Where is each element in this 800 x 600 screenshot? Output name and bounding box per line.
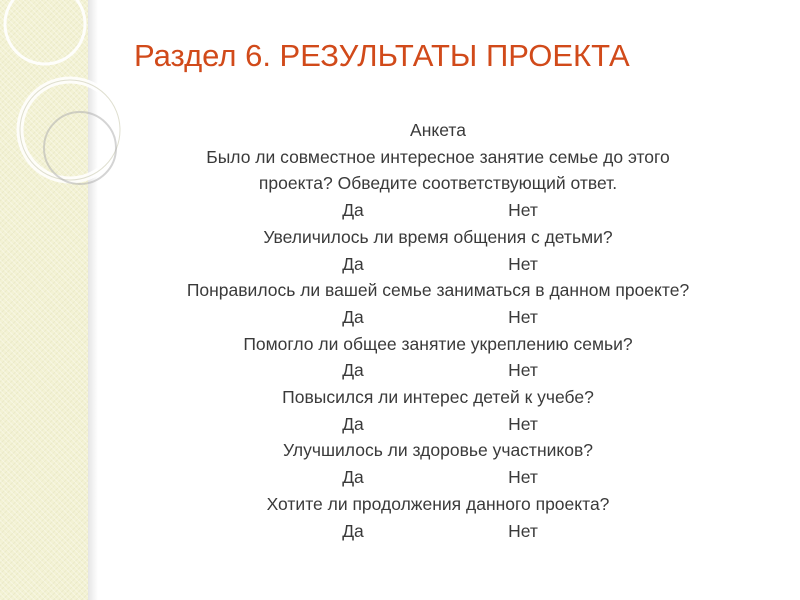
survey-question: Увеличилось ли время общения с детьми? (263, 226, 613, 247)
answer-yes: Да (342, 520, 364, 541)
survey-block (118, 117, 758, 544)
answer-yes: Да (342, 467, 364, 488)
survey-question: Понравилось ли вашей семье заниматься в данном проекте? (186, 280, 690, 301)
answer-no: Нет (508, 520, 538, 541)
answer-options (118, 197, 758, 224)
survey-question: Было ли совместное интересное занятие семье до этого (206, 146, 670, 167)
answer-options (118, 304, 758, 331)
survey-question: Улучшилось ли здоровье участников? (282, 440, 594, 461)
answer-yes: Да (342, 360, 364, 381)
answer-no: Нет (508, 253, 538, 274)
slide-title: Раздел 6. РЕЗУЛЬТАТЫ ПРОЕКТА (134, 38, 630, 73)
survey-question: Хотите ли продолжения данного проекта? (266, 493, 610, 514)
answer-yes: Да (342, 306, 364, 327)
answer-yes: Да (342, 253, 364, 274)
answer-options (118, 251, 758, 278)
answer-no: Нет (508, 413, 538, 434)
answer-yes: Да (342, 200, 364, 221)
answer-options (118, 464, 758, 491)
answer-options (118, 357, 758, 384)
survey-heading: Анкета (410, 120, 466, 140)
survey-question: проекта? Обведите соответствующий ответ. (258, 173, 618, 194)
answer-options (118, 411, 758, 438)
answer-options (118, 518, 758, 545)
survey-question: Повысился ли интерес детей к учебе? (282, 387, 594, 408)
answer-no: Нет (508, 306, 538, 327)
answer-no: Нет (508, 467, 538, 488)
survey-question: Помогло ли общее занятие укреплению семьи? (243, 333, 633, 354)
answer-yes: Да (342, 413, 364, 434)
answer-no: Нет (508, 200, 538, 221)
answer-no: Нет (508, 360, 538, 381)
